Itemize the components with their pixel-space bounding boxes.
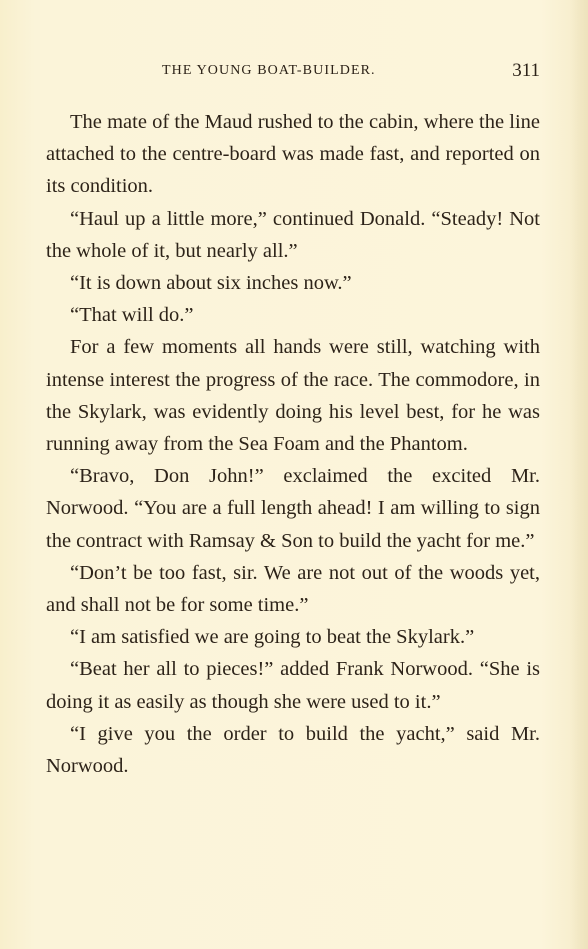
paragraph: The mate of the Maud rushed to the cabin, where the line attached to the centre-board was made fast, and reported on its condition. bbox=[46, 111, 540, 198]
paragraph: “Beat her all to pieces!” added Frank Norwood. “She is doing it as easily as though she were used to it.” bbox=[46, 658, 540, 713]
paragraph: For a few moments all hands were still, watching with intense interest the progress of the race. The commodore, in the Skylark, was evidently doing his level best, for he was running away from the Sea Foam and the Phantom. bbox=[46, 336, 540, 456]
paragraph: “Don’t be too fast, sir. We are not out of the woods yet, and shall not be for some time.” bbox=[46, 561, 540, 617]
paragraph: “Haul up a little more,” continued Donald. “Steady! Not the whole of it, but nearly all.” bbox=[46, 207, 540, 262]
body-text bbox=[46, 106, 540, 782]
paragraph: “It is down about six inches now.” bbox=[70, 272, 352, 295]
paragraph: “That will do.” bbox=[70, 304, 194, 327]
paragraph: “I am satisfied we are going to beat the Skylark.” bbox=[70, 626, 475, 649]
page-number: 311 bbox=[512, 60, 540, 81]
running-title: THE YOUNG BOAT-BUILDER. bbox=[162, 63, 376, 78]
paragraph: “Bravo, Don John!” exclaimed the excited Mr. Norwood. “You are a full length ahead! I am willing to sign the contract with Ramsay & Son to build the yacht for me.” bbox=[46, 465, 540, 552]
paragraph: “I give you the order to build the yacht,” said Mr. Norwood. bbox=[46, 722, 540, 778]
page-edge-shadow bbox=[570, 0, 588, 949]
page-header bbox=[46, 60, 540, 86]
